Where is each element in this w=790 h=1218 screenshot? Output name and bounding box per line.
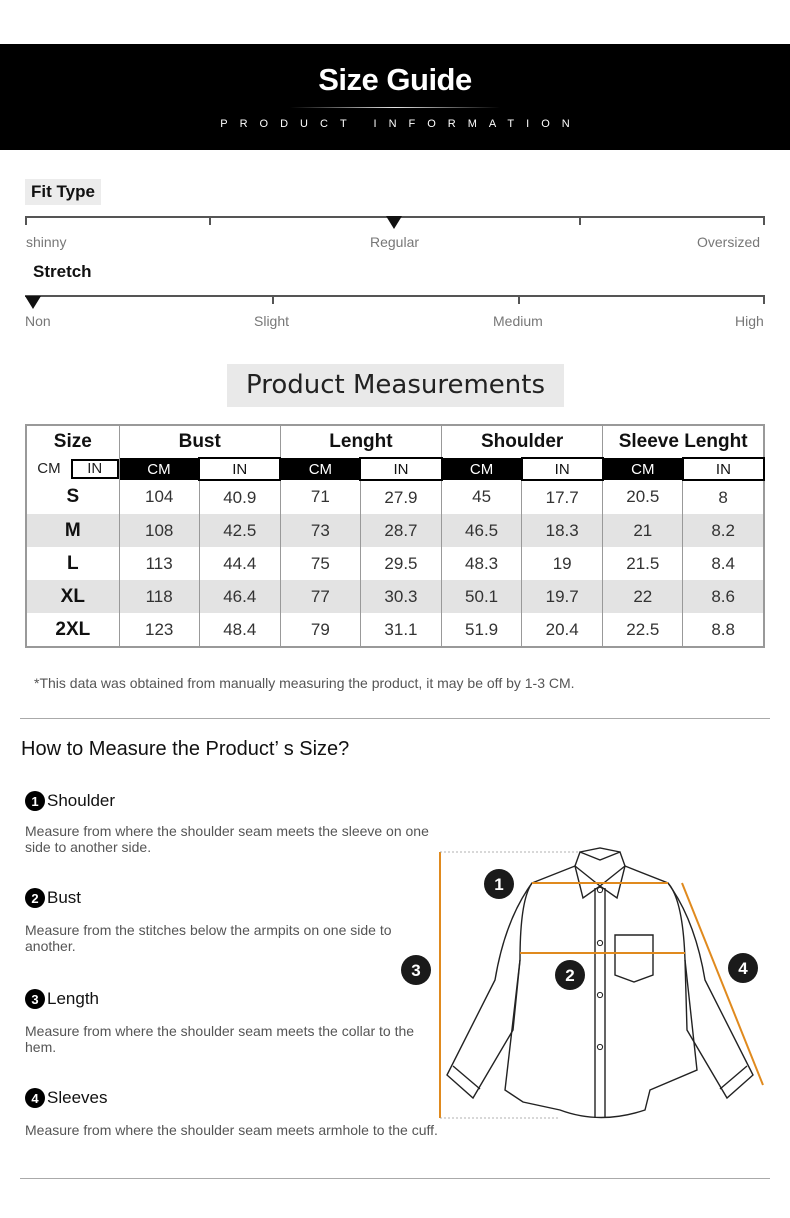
- sleeve-cm-cell: 22.5: [603, 613, 683, 647]
- sleeve-in-cell: 8.2: [683, 514, 764, 547]
- sleeve-in-cell: 8.6: [683, 580, 764, 613]
- sleeve-in-cell: 8.8: [683, 613, 764, 647]
- bust-cm-cell: 118: [119, 580, 199, 613]
- bust-in-cell: 46.4: [199, 580, 280, 613]
- shoulder-in-cell: 20.4: [522, 613, 603, 647]
- bust-in-cell: 44.4: [199, 547, 280, 580]
- unit-in: IN: [360, 458, 441, 480]
- stretch-scale: [25, 295, 765, 297]
- number-badge: 1: [25, 791, 45, 811]
- fit-type-tick: [763, 216, 765, 225]
- bust-cm-cell: 123: [119, 613, 199, 647]
- unit-in: IN: [71, 459, 119, 479]
- diagram-markers: [401, 869, 758, 990]
- page-subtitle: PRODUCT INFORMATION: [220, 118, 582, 130]
- bust-cm-cell: 108: [119, 514, 199, 547]
- number-badge: 4: [25, 1088, 45, 1108]
- measure-item-label: Length: [47, 989, 99, 1008]
- length-in-cell: 29.5: [360, 547, 441, 580]
- fit-type-tick: [209, 216, 211, 225]
- table-row: [26, 514, 764, 547]
- fit-type-marker: [386, 216, 402, 229]
- fit-type-label: Fit Type: [25, 179, 101, 205]
- length-in-cell: 31.1: [360, 613, 441, 647]
- shoulder-cm-cell: 50.1: [442, 580, 522, 613]
- shoulder-cm-cell: 46.5: [442, 514, 522, 547]
- shirt-diagram: [395, 840, 775, 1130]
- bottom-divider: [20, 1178, 770, 1179]
- shoulder-in-cell: 19: [522, 547, 603, 580]
- length-cm-cell: 79: [280, 613, 360, 647]
- fit-type-tick: [579, 216, 581, 225]
- measure-item-label: Shoulder: [47, 791, 116, 810]
- shirt-buttons: [597, 887, 602, 1049]
- length-cm-cell: 71: [280, 480, 360, 514]
- bust-in-cell: 48.4: [199, 613, 280, 647]
- unit-row: [26, 458, 764, 480]
- stretch-option: Slight: [254, 313, 290, 329]
- unit-in: IN: [199, 458, 280, 480]
- size-cell: L: [26, 547, 119, 580]
- number-badge: 3: [25, 989, 45, 1009]
- size-cell: 2XL: [26, 613, 119, 647]
- unit-cm: CM: [119, 458, 199, 480]
- size-cell: S: [26, 480, 119, 514]
- measure-item-desc: Measure from where the shoulder seam meets the collar to the hem.: [25, 1023, 415, 1055]
- fit-type-option: shinny: [26, 234, 67, 250]
- measure-item-title: [25, 989, 445, 1009]
- table-row: [26, 613, 764, 647]
- stretch-option: Medium: [493, 313, 543, 329]
- unit-cm: CM: [442, 458, 522, 480]
- section-divider: [20, 718, 770, 719]
- measurements-title: Product Measurements: [227, 364, 564, 407]
- marker-4-label: 4: [738, 959, 748, 978]
- sleeve-in-cell: 8.4: [683, 547, 764, 580]
- measure-item-desc: Measure from where the shoulder seam meets the sleeve on one side to another side.: [25, 823, 429, 855]
- column-header-bust: Bust: [119, 425, 280, 458]
- size-cell: XL: [26, 580, 119, 613]
- measure-item-desc: Measure from the stitches below the armpits on one side to another.: [25, 922, 392, 954]
- size-unit-cell: [26, 458, 119, 480]
- page-title: Size Guide: [318, 62, 472, 97]
- marker-2-label: 2: [565, 966, 575, 985]
- how-to-title: How to Measure the Product’ s Size?: [21, 738, 350, 760]
- measure-item-label: Sleeves: [47, 1088, 108, 1107]
- size-cell: M: [26, 514, 119, 547]
- stretch-tick: [272, 295, 274, 304]
- sleeve-cm-cell: 21: [603, 514, 683, 547]
- measure-item-title: [25, 791, 445, 811]
- header-divider: [290, 107, 500, 108]
- stretch-tick: [518, 295, 520, 304]
- length-cm-cell: 77: [280, 580, 360, 613]
- measure-item-title: [25, 1088, 445, 1108]
- table-row: [26, 480, 764, 514]
- number-badge: 2: [25, 888, 45, 908]
- bust-in-cell: 40.9: [199, 480, 280, 514]
- marker-1-label: 1: [494, 875, 504, 894]
- shoulder-in-cell: 19.7: [522, 580, 603, 613]
- shoulder-in-cell: 17.7: [522, 480, 603, 514]
- measure-item-length: [25, 989, 445, 1055]
- size-table: [25, 424, 765, 648]
- measure-item-desc: Measure from where the shoulder seam meets armhole to the cuff.: [25, 1122, 438, 1138]
- stretch-marker: [25, 296, 41, 309]
- sleeve-cm-cell: 20.5: [603, 480, 683, 514]
- table-row: [26, 580, 764, 613]
- length-in-cell: 27.9: [360, 480, 441, 514]
- column-header-shoulder: Shoulder: [442, 425, 603, 458]
- length-cm-cell: 75: [280, 547, 360, 580]
- bust-in-cell: 42.5: [199, 514, 280, 547]
- shoulder-cm-cell: 51.9: [442, 613, 522, 647]
- fit-type-tick: [25, 216, 27, 225]
- unit-cm: CM: [280, 458, 360, 480]
- table-row: [26, 547, 764, 580]
- stretch-option: High: [735, 313, 764, 329]
- length-in-cell: 28.7: [360, 514, 441, 547]
- measurement-note: *This data was obtained from manually measuring the product, it may be off by 1-3 CM.: [34, 675, 575, 691]
- fit-type-option: Oversized: [697, 234, 761, 250]
- fit-type-option: Regular: [370, 234, 420, 250]
- measure-item-sleeves: [25, 1088, 445, 1138]
- bust-cm-cell: 104: [119, 480, 199, 514]
- unit-in: IN: [683, 458, 764, 480]
- sleeve-cm-cell: 21.5: [603, 547, 683, 580]
- shoulder-in-cell: 18.3: [522, 514, 603, 547]
- measure-item-bust: [25, 888, 445, 954]
- marker-3-label: 3: [411, 961, 421, 980]
- measure-item-label: Bust: [47, 888, 82, 907]
- column-header-length: Lenght: [280, 425, 441, 458]
- stretch-option: Non: [25, 313, 51, 329]
- sleeve-in-cell: 8: [683, 480, 764, 514]
- measure-item-title: [25, 888, 445, 908]
- sleeve-cm-cell: 22: [603, 580, 683, 613]
- column-header-size: Size: [26, 425, 119, 458]
- shoulder-cm-cell: 45: [442, 480, 522, 514]
- column-header-sleeve: Sleeve Lenght: [603, 425, 764, 458]
- length-cm-cell: 73: [280, 514, 360, 547]
- measure-item-shoulder: [25, 791, 445, 855]
- shoulder-cm-cell: 48.3: [442, 547, 522, 580]
- unit-cm: CM: [603, 458, 683, 480]
- bust-cm-cell: 113: [119, 547, 199, 580]
- length-in-cell: 30.3: [360, 580, 441, 613]
- stretch-label: Stretch: [33, 262, 92, 281]
- unit-cm: CM: [37, 460, 61, 477]
- sleeve-measure-line: [682, 883, 763, 1085]
- stretch-tick: [763, 295, 765, 304]
- unit-in: IN: [522, 458, 603, 480]
